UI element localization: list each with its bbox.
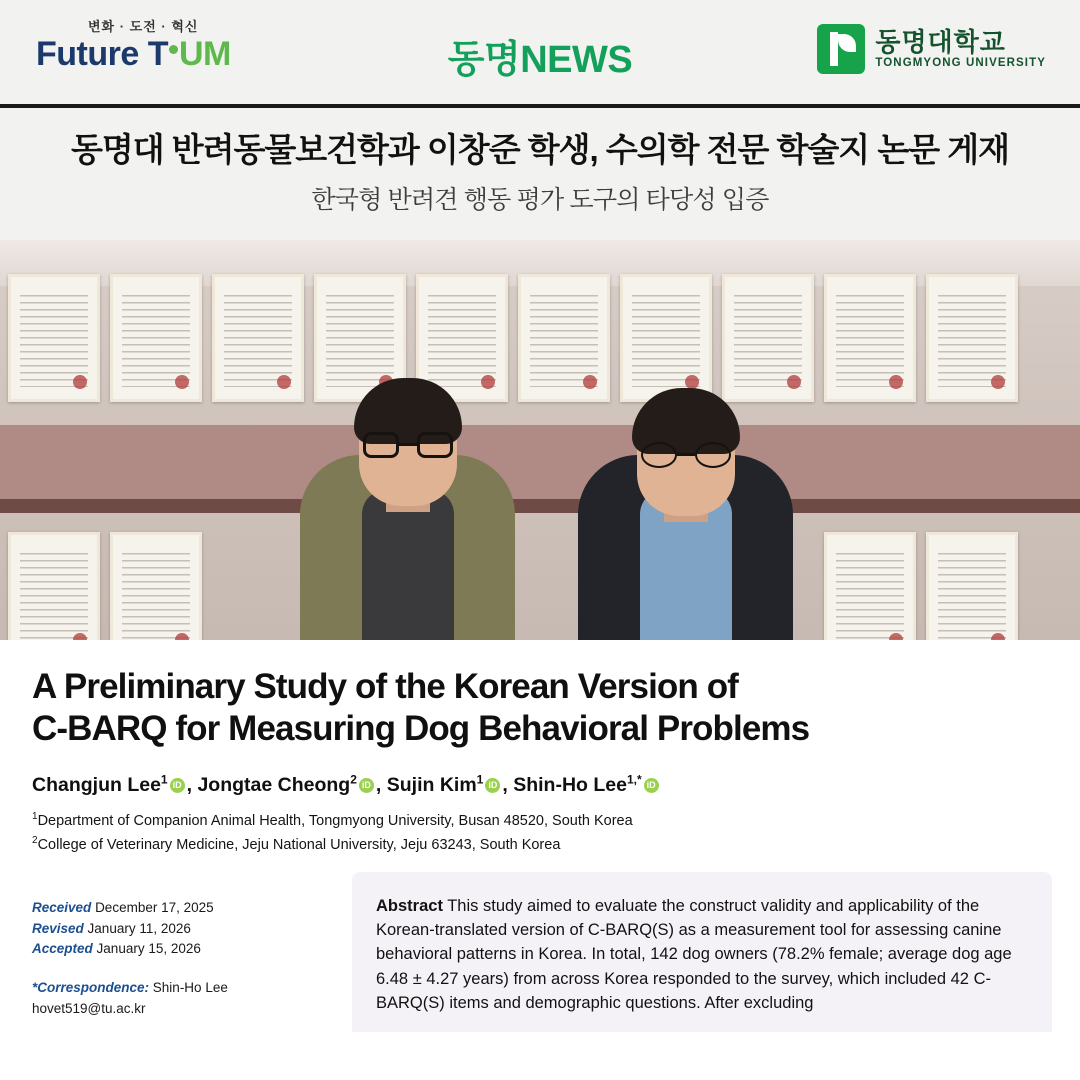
paper-abstract [352, 872, 1052, 1032]
correspondence-name: Shin-Ho Lee [152, 980, 228, 996]
orcid-icon[interactable] [485, 778, 500, 793]
affiliation-text: Department of Companion Animal Health, Tongmyong University, Busan 48520, South Korea [37, 813, 633, 830]
date-value: December 17, 2025 [95, 899, 214, 915]
date-row [32, 939, 312, 960]
university-name-en: TONGMYONG UNIVERSITY [875, 56, 1046, 69]
author-affil-ref: 1 [476, 772, 484, 787]
paper-preview [0, 640, 1080, 1032]
university-logo-icon [817, 24, 865, 74]
paper-title [32, 666, 1048, 751]
university-name-ko: 동명대학교 [875, 27, 1006, 58]
paper-authors [32, 773, 1048, 798]
affiliation-text: College of Veterinary Medicine, Jeju National University, Jeju 63243, South Korea [37, 836, 561, 853]
abstract-text: This study aimed to evaluate the construct validity and applicability of the Korean-translated version of C-BARQ(S) as a measurement tool for assessing canine behavioral patterns in Korea. In total, 142 dog owners (78.2% female; average dog age 6.48 ± 4.27 years) from across Korea responded to the survey, which included 42 C-BARQ(S) items and demographic questions. After excluding [376, 896, 1012, 1013]
brand-university [817, 24, 1046, 74]
author-affil-ref: 1,* [626, 772, 642, 787]
affiliation-item [32, 833, 1048, 857]
author-separator: , [186, 774, 198, 797]
headline-block [0, 108, 1080, 240]
abstract-label: Abstract [376, 896, 443, 915]
author-name: Shin-Ho Lee [513, 774, 627, 797]
author-entry [387, 774, 513, 796]
author-entry [32, 774, 197, 796]
orcid-icon[interactable] [359, 778, 374, 793]
certificate-frame [110, 532, 202, 640]
orcid-icon[interactable] [644, 778, 659, 793]
certificate-frame [212, 274, 304, 402]
orcid-icon[interactable] [170, 778, 185, 793]
article-headline: 동명대 반려동물보건학과 이창준 학생, 수의학 전문 학술지 논문 게재 [70, 131, 1010, 168]
photo-person-left [300, 370, 515, 640]
page-header [0, 0, 1080, 108]
photo-wall-band [0, 425, 1080, 499]
news-logo-title: 동명NEWS [447, 39, 633, 81]
photo-wall-trim [0, 499, 1080, 513]
correspondence-email[interactable]: hovet519@tu.ac.kr [32, 1000, 146, 1016]
author-name: Sujin Kim [386, 774, 477, 797]
brand-wordmark-part1: Future T [36, 35, 168, 73]
author-entry [513, 774, 660, 796]
certificate-frame [926, 274, 1018, 402]
date-label: Accepted [32, 941, 93, 957]
date-label: Revised [32, 920, 84, 936]
date-row [32, 898, 312, 919]
affiliation-marker: 2 [32, 835, 38, 847]
photo-person-right [578, 380, 793, 640]
date-row [32, 919, 312, 940]
correspondence-label: *Correspondence: [32, 980, 150, 996]
certificate-frame [824, 532, 916, 640]
author-affil-ref: 1 [160, 772, 168, 787]
author-affil-ref: 2 [350, 772, 357, 787]
certificate-frame [926, 532, 1018, 640]
date-label: Received [32, 899, 92, 915]
paper-title-line-2: C-BARQ for Measuring Dog Behavioral Problems [32, 709, 810, 749]
correspondence-block [32, 978, 312, 1019]
paper-affiliations [32, 809, 1048, 856]
article-subheadline: 한국형 반려견 행동 평가 도구의 타당성 입증 [311, 185, 769, 214]
date-value: January 15, 2026 [96, 941, 201, 957]
author-name: Jongtae Cheong [197, 774, 351, 797]
paper-title-line-1: A Preliminary Study of the Korean Version of [32, 666, 738, 706]
date-value: January 11, 2026 [87, 920, 191, 936]
author-separator: , [502, 774, 514, 797]
certificate-frame [110, 274, 202, 402]
certificate-frame [8, 274, 100, 402]
article-photo [0, 240, 1080, 640]
certificate-frame [8, 532, 100, 640]
affiliation-marker: 1 [32, 811, 38, 823]
paper-dates [32, 898, 312, 1019]
brand-wordmark-part2: UM [178, 35, 231, 73]
brand-tagline: 변화 · 도전 · 혁신 [88, 19, 199, 34]
affiliation-item [32, 809, 1048, 833]
author-separator: , [375, 774, 387, 797]
certificate-frame [824, 274, 916, 402]
author-name: Changjun Lee [32, 774, 161, 797]
author-entry [197, 774, 386, 796]
